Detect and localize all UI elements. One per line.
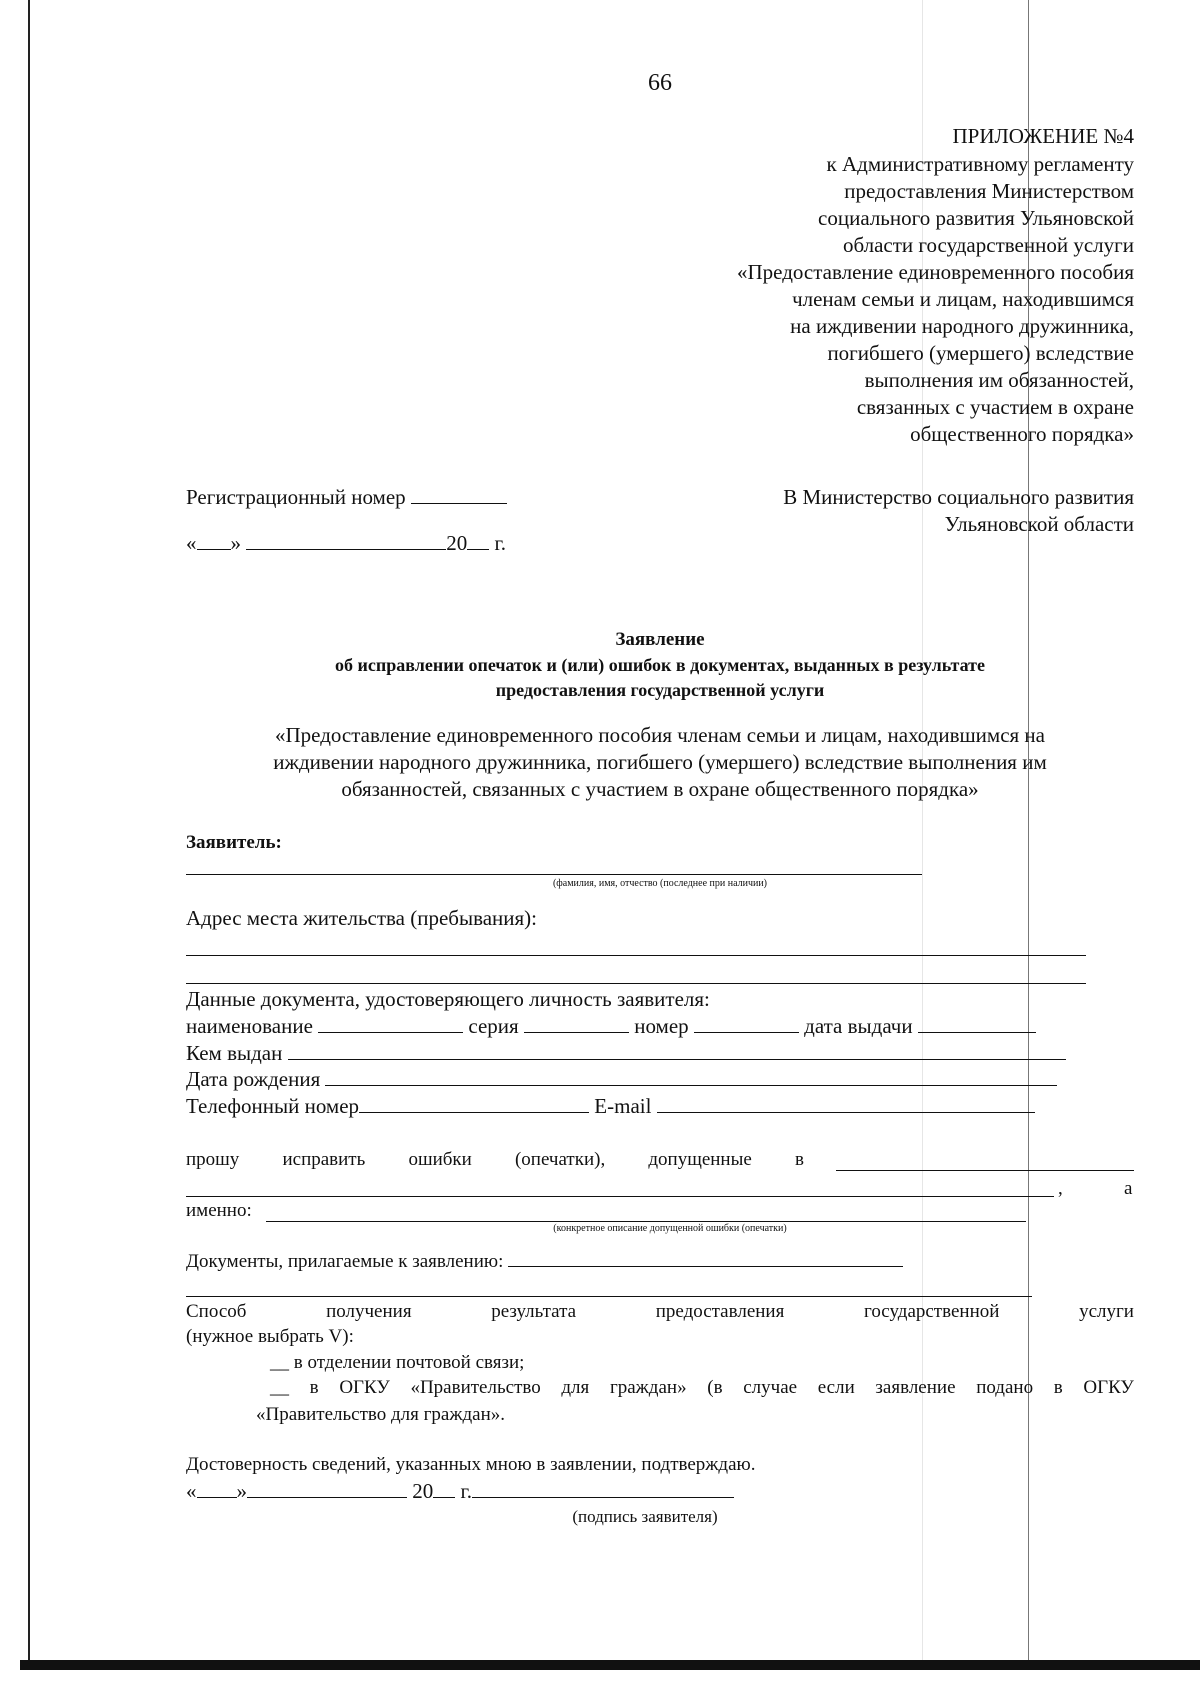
delivery-option-word: случае — [743, 1377, 798, 1398]
applicant-label: Заявитель: — [186, 832, 282, 853]
identity-label: Данные документа, удостоверяющего личность заявителя: — [186, 987, 710, 1011]
namely-hint: (конкретное описание допущенной ошибки (опечатки) — [553, 1223, 787, 1234]
service-name-line-2: иждивении народного дружинника, погибшего (умершего) вследствие выполнения им — [273, 750, 1047, 774]
issued-by-field — [186, 1040, 1066, 1066]
registration-month-blank[interactable] — [246, 531, 446, 550]
namely-label: именно: — [186, 1200, 252, 1221]
delivery-option-word: __ — [270, 1377, 289, 1398]
identity-series-blank[interactable] — [524, 1014, 629, 1033]
year-prefix: 20 — [446, 531, 468, 555]
documents-blank[interactable] — [508, 1248, 903, 1267]
appendix-title: ПРИЛОЖЕНИЕ №4 — [952, 124, 1134, 148]
birth-date-label: Дата рождения — [186, 1067, 321, 1091]
delivery-option-word: в — [309, 1377, 319, 1398]
email-label: E-mail — [594, 1094, 652, 1118]
identity-series-label: серия — [468, 1014, 519, 1038]
request-line — [186, 1148, 804, 1172]
delivery-word: услуги — [1079, 1301, 1134, 1322]
registration-number-field — [186, 484, 507, 510]
birth-date-field — [186, 1066, 1057, 1092]
appendix-line: «Предоставление единовременного пособия — [736, 260, 1134, 284]
namely-blank[interactable] — [266, 1221, 1026, 1222]
appendix-line: членам семьи и лицам, находившимся — [792, 287, 1134, 311]
issued-by-label: Кем выдан — [186, 1041, 283, 1065]
request-document-blank-2[interactable] — [186, 1196, 1054, 1197]
delivery-option-word: в — [1053, 1377, 1063, 1398]
address-label: Адрес места жительства (пребывания): — [186, 906, 538, 930]
delivery-word: результата — [491, 1301, 577, 1322]
request-a: а — [1124, 1178, 1133, 1199]
request-word: ошибки — [408, 1149, 472, 1170]
registration-number-blank[interactable] — [411, 485, 507, 504]
delivery-word: государственной — [864, 1301, 1000, 1322]
year-prefix: 20 — [412, 1479, 434, 1503]
address-line-1[interactable] — [186, 955, 1086, 956]
request-word: допущенные — [648, 1149, 752, 1170]
delivery-option-word: ОГКУ — [1083, 1377, 1134, 1398]
delivery-option-word: «Правительство — [410, 1377, 541, 1398]
registration-day-blank[interactable] — [197, 531, 231, 550]
identity-name-blank[interactable] — [318, 1014, 463, 1033]
delivery-option-word: подано — [976, 1377, 1034, 1398]
year-suffix: г. — [494, 531, 506, 555]
delivery-word: Способ — [186, 1301, 247, 1322]
request-word: в — [794, 1149, 804, 1170]
phone-blank[interactable] — [359, 1094, 589, 1113]
appendix-line: к Административному регламенту — [826, 152, 1134, 176]
appendix-line: погибшего (умершего) вследствие — [827, 341, 1134, 365]
appendix-line: предоставления Министерством — [844, 179, 1134, 203]
appendix-line: связанных с участием в охране — [856, 395, 1134, 419]
appendix-line: выполнения им обязанностей, — [864, 368, 1134, 392]
recipient-line-1: В Министерство социального развития — [783, 485, 1134, 509]
request-word: исправить — [282, 1149, 366, 1170]
appendix-line: общественного порядка» — [910, 422, 1134, 446]
confirmation-month-blank[interactable] — [247, 1479, 407, 1498]
documents-blank-2[interactable] — [186, 1296, 1032, 1297]
delivery-word: предоставления — [655, 1301, 785, 1322]
registration-number-label: Регистрационный номер — [186, 485, 406, 509]
confirmation-day-blank[interactable] — [197, 1479, 237, 1498]
request-comma: , — [1058, 1178, 1063, 1199]
address-line-2[interactable] — [186, 983, 1086, 984]
service-name-line-1: «Предоставление единовременного пособия членам семьи и лицам, находившимся на — [274, 723, 1045, 747]
year-suffix: г. — [460, 1479, 472, 1503]
request-word: прошу — [186, 1149, 240, 1170]
form-subtitle-line-2: предоставления государственной услуги — [495, 680, 825, 700]
identity-issue-date-blank[interactable] — [918, 1014, 1036, 1033]
delivery-hint: (нужное выбрать V): — [186, 1326, 354, 1347]
recipient-line-2: Ульяновской области — [944, 512, 1134, 536]
signature-blank[interactable] — [472, 1479, 734, 1498]
delivery-option-word: если — [817, 1377, 855, 1398]
delivery-option-word: граждан» — [609, 1377, 687, 1398]
quote-close: » — [236, 1479, 247, 1503]
delivery-option-word: (в — [707, 1377, 723, 1398]
delivery-option-word: для — [561, 1377, 590, 1398]
request-word: (опечатки), — [514, 1149, 606, 1170]
appendix-line: области государственной услуги — [842, 233, 1134, 257]
service-name-line-3: обязанностей, связанных с участием в охране общественного порядка» — [341, 777, 979, 801]
form-subtitle-line-1: об исправлении опечаток и (или) ошибок в документах, выданных в результате — [335, 655, 985, 675]
delivery-option-word: ОГКУ — [339, 1377, 390, 1398]
email-blank[interactable] — [657, 1094, 1035, 1113]
confirmation-text: Достоверность сведений, указанных мною в заявлении, подтверждаю. — [186, 1454, 756, 1475]
scan-edge-left — [28, 0, 30, 1668]
appendix-line: на иждивении народного дружинника, — [790, 314, 1134, 338]
documents-field — [186, 1248, 903, 1275]
issued-by-blank[interactable] — [288, 1041, 1066, 1060]
delivery-option-mfc-line-2: «Правительство для граждан». — [256, 1404, 506, 1425]
applicant-fio-line[interactable] — [186, 874, 922, 875]
signature-hint: (подпись заявителя) — [572, 1507, 718, 1526]
quote-open: « — [186, 1479, 197, 1503]
appendix-line: социального развития Ульяновской — [818, 206, 1134, 230]
identity-number-blank[interactable] — [694, 1014, 799, 1033]
delivery-word: получения — [326, 1301, 412, 1322]
documents-label: Документы, прилагаемые к заявлению: — [186, 1251, 504, 1272]
identity-issue-date-label: дата выдачи — [804, 1014, 913, 1038]
birth-date-blank[interactable] — [325, 1067, 1057, 1086]
phone-label: Телефонный номер — [186, 1094, 360, 1118]
page-number: 66 — [648, 70, 672, 96]
scan-edge-bottom — [20, 1660, 1200, 1670]
confirmation-date-field — [186, 1478, 734, 1504]
identity-name-label: наименование — [186, 1014, 313, 1038]
delivery-line — [186, 1300, 1134, 1324]
delivery-option-post[interactable]: __ в отделении почтовой связи; — [270, 1352, 525, 1373]
identity-fields-row — [186, 1013, 1036, 1039]
identity-number-label: номер — [634, 1014, 689, 1038]
quote-open: « — [186, 531, 197, 555]
registration-date-field — [186, 530, 506, 556]
applicant-fio-hint: (фамилия, имя, отчество (последнее при наличии) — [552, 878, 768, 889]
confirmation-year-blank[interactable] — [433, 1479, 455, 1498]
form-title: Заявление — [615, 629, 705, 650]
request-document-blank[interactable] — [836, 1170, 1134, 1171]
registration-year-blank[interactable] — [467, 531, 489, 550]
delivery-option-mfc[interactable] — [270, 1376, 1134, 1400]
quote-close: » — [230, 531, 241, 555]
contacts-field — [186, 1093, 1035, 1119]
delivery-option-word: заявление — [875, 1377, 956, 1398]
